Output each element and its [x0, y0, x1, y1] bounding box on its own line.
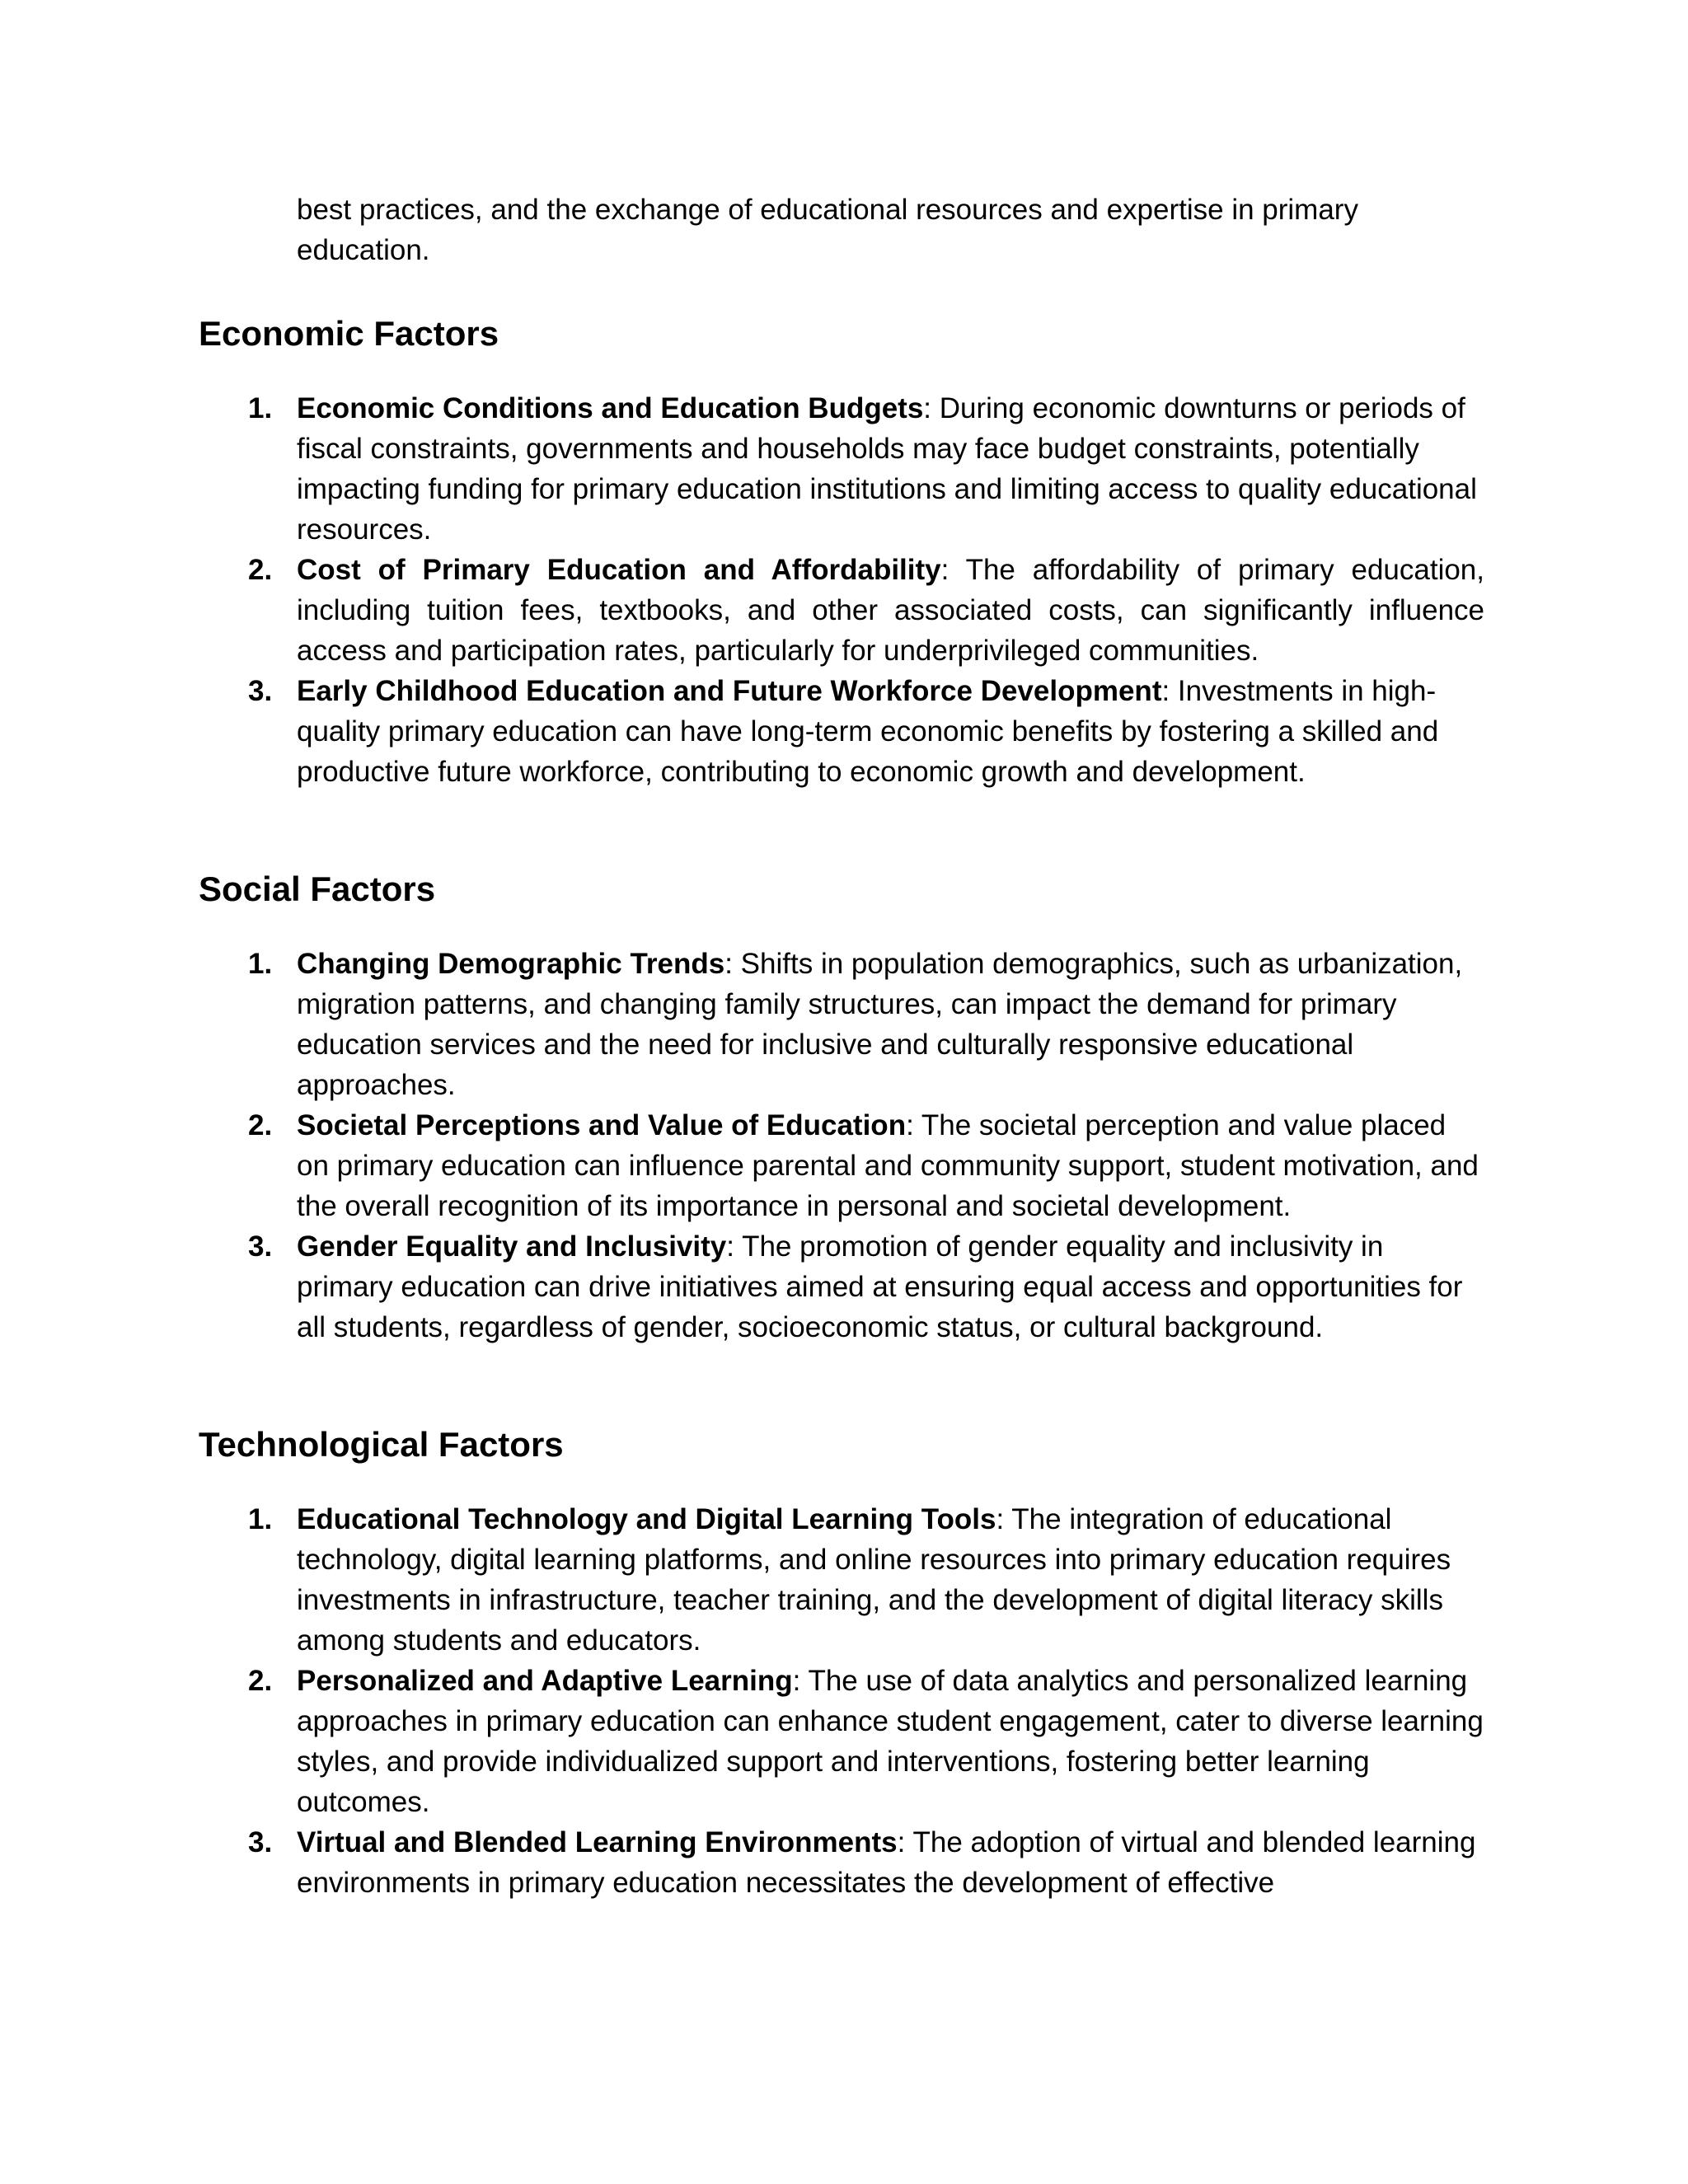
- list-number: 2.: [248, 1665, 273, 1697]
- list-item-term: Gender Equality and Inclusivity: [297, 1230, 727, 1263]
- list-item-term: Educational Technology and Digital Learning Tools: [297, 1503, 996, 1535]
- numbered-list: [199, 944, 1484, 1347]
- list-item-text: : Shifts in population demographics, such as urbanization, migration patterns, and changing family structures, can impact the demand for primary education services and the need for inclusive and culturally responsive educational approaches.: [297, 948, 1463, 1101]
- section-social-factors: [199, 869, 1484, 1343]
- list-item: [199, 1499, 1484, 1661]
- list-item: [199, 388, 1484, 550]
- list-item: [199, 1226, 1484, 1347]
- section-heading: Technological Factors: [199, 1425, 564, 1464]
- list-item-term: Changing Demographic Trends: [297, 948, 725, 980]
- list-item-term: Economic Conditions and Education Budgets: [297, 392, 924, 424]
- section-heading: Economic Factors: [199, 314, 499, 353]
- list-item-term: Personalized and Adaptive Learning: [297, 1665, 793, 1697]
- section-technological-factors: [199, 1424, 1484, 1899]
- list-item-text: : The societal perception and value placed on primary education can influence parental and community support, student motivation, and the overall recognition of its importance in personal and societal development.: [297, 1109, 1479, 1222]
- list-item-term: Virtual and Blended Learning Environments: [297, 1826, 898, 1858]
- list-item-text: : The affordability of primary education, including tuition fees, textbooks, and other associated costs, can significantly influence access and participation rates, particularly for underprivileged communities.: [297, 554, 1484, 667]
- list-item-text: : The adoption of virtual and blended learning environments in primary education necessitates the development of effective: [297, 1826, 1476, 1899]
- list-number: 1.: [248, 392, 273, 424]
- list-number: 3.: [248, 1230, 273, 1263]
- list-item: [199, 944, 1484, 1105]
- list-number: 3.: [248, 1826, 273, 1858]
- list-item-text: : The promotion of gender equality and inclusivity in primary education can drive initiatives aimed at ensuring equal access and opportunities for all students, regardless of gender, socioeconomic status, or cultural background.: [297, 1230, 1463, 1343]
- list-item-term: Societal Perceptions and Value of Education: [297, 1109, 907, 1141]
- list-number: 2.: [248, 1109, 273, 1141]
- section-heading: Social Factors: [199, 869, 436, 908]
- intro-paragraph: best practices, and the exchange of educational resources and expertise in primary education.: [297, 194, 1358, 266]
- section-economic-factors: [199, 313, 1484, 788]
- list-item-text: : The integration of educational technology, digital learning platforms, and online resources into primary education requires investments in infrastructure, teacher training, and the development of digital literacy skills among students and educators.: [297, 1503, 1451, 1657]
- numbered-list: [199, 1499, 1484, 1903]
- list-item: [199, 1661, 1484, 1822]
- numbered-list: [199, 388, 1484, 792]
- list-item: [199, 1105, 1484, 1226]
- list-item-term: Early Childhood Education and Future Workforce Development: [297, 675, 1162, 707]
- list-item: [199, 550, 1484, 671]
- list-item: [199, 671, 1484, 792]
- list-number: 2.: [248, 554, 273, 586]
- list-item-text: : Investments in high-quality primary education can have long-term economic benefits by fostering a skilled and productive future workforce, contributing to economic growth and development.: [297, 675, 1439, 788]
- list-item: [199, 1822, 1484, 1903]
- list-item-text: : During economic downturns or periods of fiscal constraints, governments and households may face budget constraints, potentially impacting funding for primary education institutions and limiting access to quality educational resources.: [297, 392, 1477, 546]
- list-number: 1.: [248, 1503, 273, 1535]
- list-number: 1.: [248, 948, 273, 980]
- list-number: 3.: [248, 675, 273, 707]
- list-item-text: : The use of data analytics and personalized learning approaches in primary education can enhance student engagement, cater to diverse learning styles, and provide individualized support and interventions, fostering better learning outcomes.: [297, 1665, 1484, 1818]
- list-item-term: Cost of Primary Education and Affordability: [297, 554, 941, 586]
